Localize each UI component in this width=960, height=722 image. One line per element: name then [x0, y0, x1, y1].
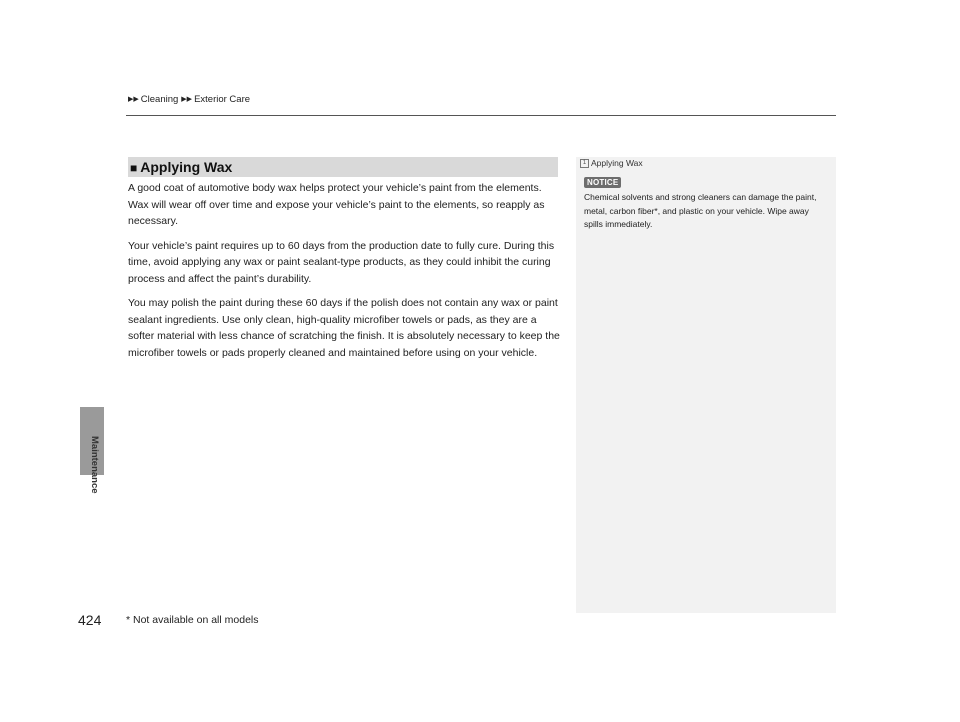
breadcrumb — [128, 94, 250, 105]
breadcrumb-arrow-icon: ▶▶ — [128, 96, 139, 103]
square-bullet-icon: ■ — [130, 161, 138, 175]
notice-badge: NOTICE — [584, 177, 621, 188]
paragraph: A good coat of automotive body wax helps protect your vehicle’s paint from the elements. Wax will wear off over time and expose your vehicle’s paint to the elements, so reapply as necessary. — [128, 182, 545, 227]
section-body — [128, 180, 560, 369]
note-text: Chemical solvents and strong cleaners can damage the paint, metal, carbon fiber*, and plastic on your vehicle. Wipe away spills immediately. — [584, 192, 817, 229]
paragraph: Your vehicle’s paint requires up to 60 days from the production date to fully cure. During this time, avoid applying any wax or paint sealant-type products, as they could inhibit the curing process and affect the paint’s durability. — [128, 239, 555, 285]
note-title-row — [580, 158, 643, 168]
side-tab-label: Maintenance — [89, 436, 100, 494]
header-divider — [126, 115, 836, 116]
paragraph: You may polish the paint during these 60 days if the polish does not contain any wax or paint sealant ingredients. Use only clean, high-quality microfiber towels or pads, as they are a softer material with less chance of scratching the finish. It is absolutely necessary to keep the microfiber towels or pads properly cleaned and maintained before using on your vehicle. — [128, 297, 560, 359]
section-title: Applying Wax — [140, 159, 233, 175]
page-number: 424 — [78, 612, 102, 628]
reference-icon: 1 — [580, 159, 589, 168]
breadcrumb-item-cleaning[interactable]: Cleaning — [140, 94, 179, 105]
footnote: * Not available on all models — [126, 614, 259, 626]
note-title: Applying Wax — [591, 158, 643, 168]
section-header — [128, 157, 558, 177]
breadcrumb-item-exterior-care[interactable]: Exterior Care — [194, 94, 251, 105]
section-title-container — [128, 159, 232, 175]
breadcrumb-arrow-icon: ▶▶ — [181, 96, 193, 103]
side-tab-label-container — [88, 436, 102, 506]
